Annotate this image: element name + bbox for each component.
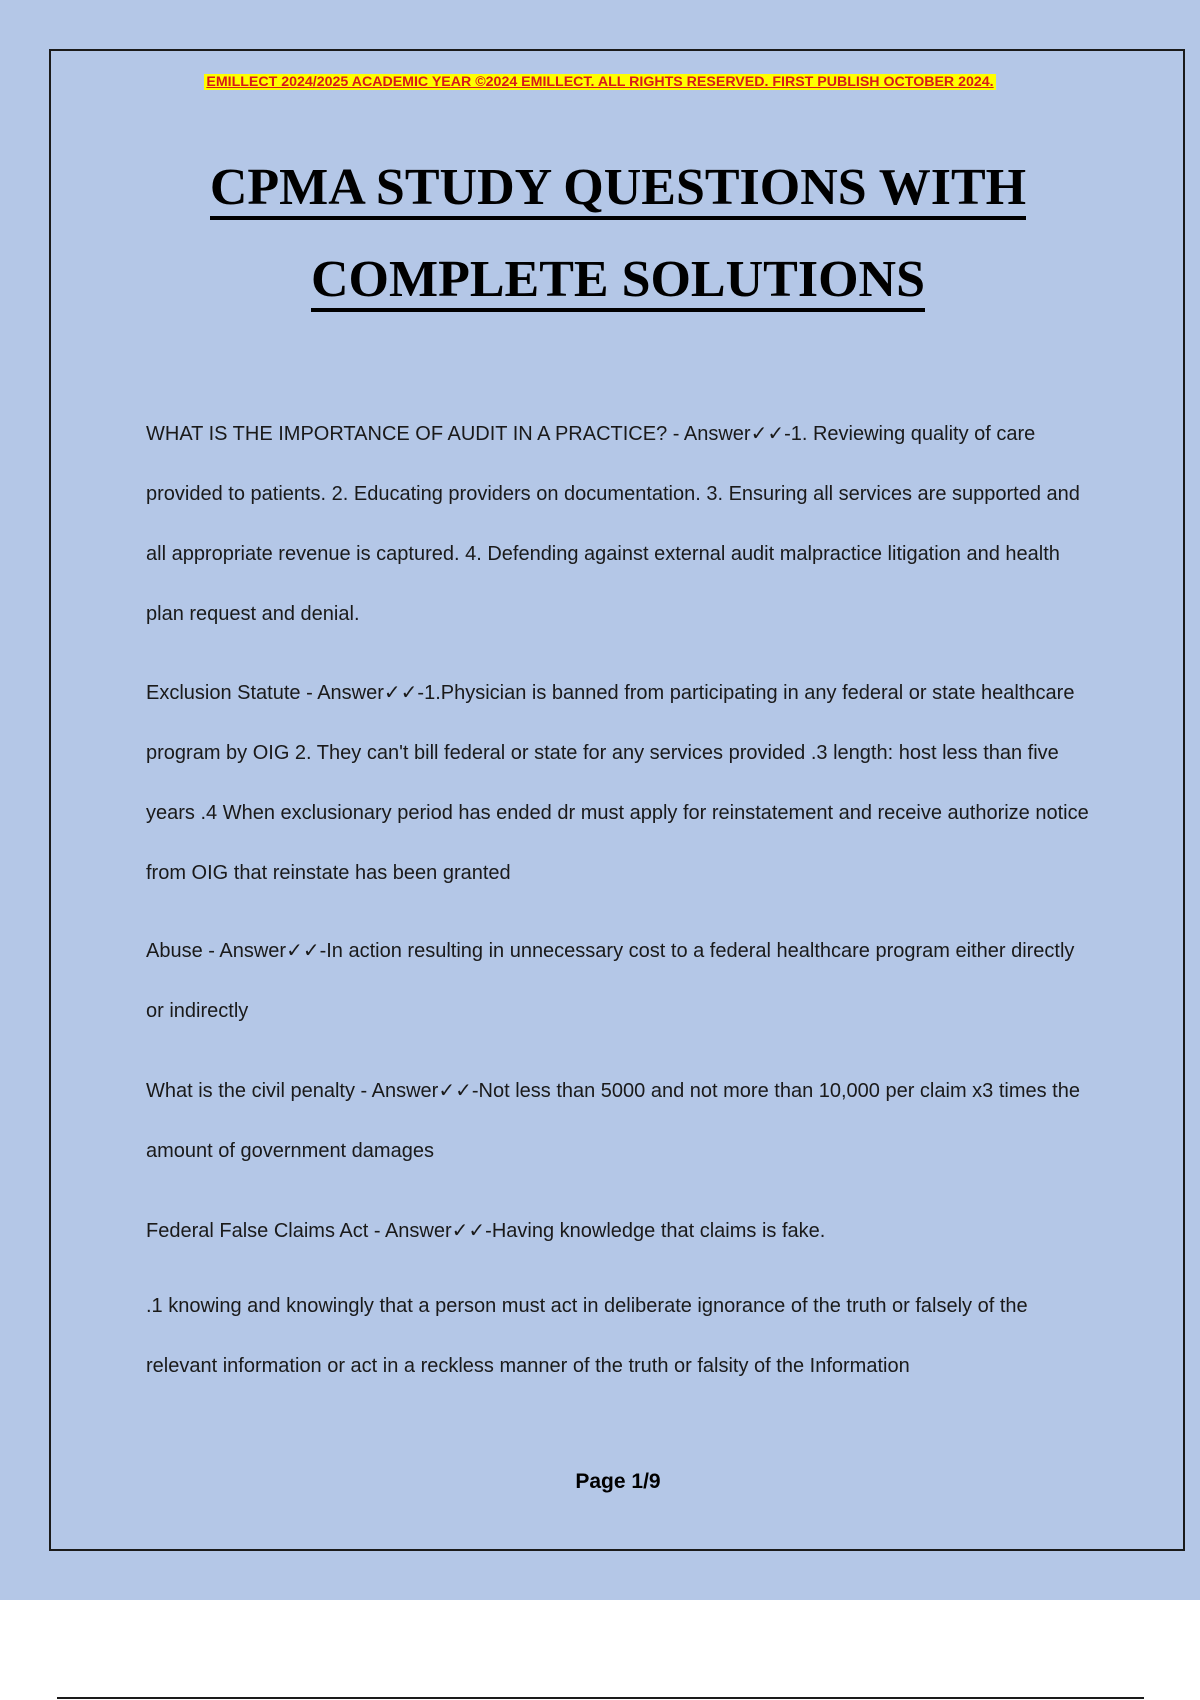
- answer-check-icon: ✓✓: [451, 1218, 486, 1242]
- qa-entry-civil-penalty: [146, 1060, 1096, 1181]
- continuation-paragraph: .1 knowing and knowingly that a person must act in deliberate ignorance of the truth or falsely of the relevant information or act in a reckless manner of the truth or falsity of the Information: [146, 1295, 1028, 1377]
- qa-entry-exclusion-statute: [146, 662, 1096, 903]
- document-title-line-1: CPMA STUDY QUESTIONS WITH: [0, 158, 1200, 218]
- answer-check-icon: ✓✓: [286, 938, 320, 962]
- answer-check-icon: ✓✓: [383, 680, 418, 704]
- question-text: What is the civil penalty - Answer: [146, 1080, 439, 1102]
- answer-check-icon: ✓✓: [438, 1078, 472, 1102]
- qa-entry-abuse: [146, 920, 1096, 1041]
- bottom-divider: [57, 1697, 1144, 1699]
- qa-entry-false-claims-act: [146, 1200, 1096, 1261]
- answer-text: -In action resulting in unnecessary cost to a federal healthcare program either directly or indirectly: [146, 940, 1075, 1022]
- question-text: WHAT IS THE IMPORTANCE OF AUDIT IN A PRACTICE? - Answer: [146, 423, 751, 445]
- answer-text: -Not less than 5000 and not more than 10,000 per claim x3 times the amount of government damages: [146, 1080, 1080, 1162]
- question-text: Federal False Claims Act - Answer: [146, 1220, 452, 1242]
- qa-entry-audit-importance: [146, 403, 1096, 644]
- copyright-banner: [0, 72, 1200, 92]
- answer-check-icon: ✓✓: [750, 421, 785, 445]
- copyright-text: EMILLECT 2024/2025 ACADEMIC YEAR ©2024 EMILLECT. ALL RIGHTS RESERVED. FIRST PUBLISH OCTOBER 2024.: [206, 74, 994, 90]
- document-title-line-2: COMPLETE SOLUTIONS: [0, 250, 1200, 310]
- answer-text: -1.Physician is banned from participating in any federal or state healthcare program by OIG 2. They can't bill federal or state for any services provided .3 length: host less than five years .4 When exclusionary period has ended dr must apply for reinstatement and receive authorize notice from OIG that reinstate has been granted: [146, 682, 1089, 884]
- answer-text: -1. Reviewing quality of care provided to patients. 2. Educating providers on documentation. 3. Ensuring all services are supported and all appropriate revenue is captured. 4. Defending against external audit malpractice litigation and health plan request and denial.: [146, 423, 1080, 625]
- question-text: Exclusion Statute - Answer: [146, 682, 384, 704]
- page-number: Page 1/9: [575, 1470, 661, 1493]
- question-text: Abuse - Answer: [146, 940, 287, 962]
- answer-text: -Having knowledge that claims is fake.: [485, 1220, 826, 1242]
